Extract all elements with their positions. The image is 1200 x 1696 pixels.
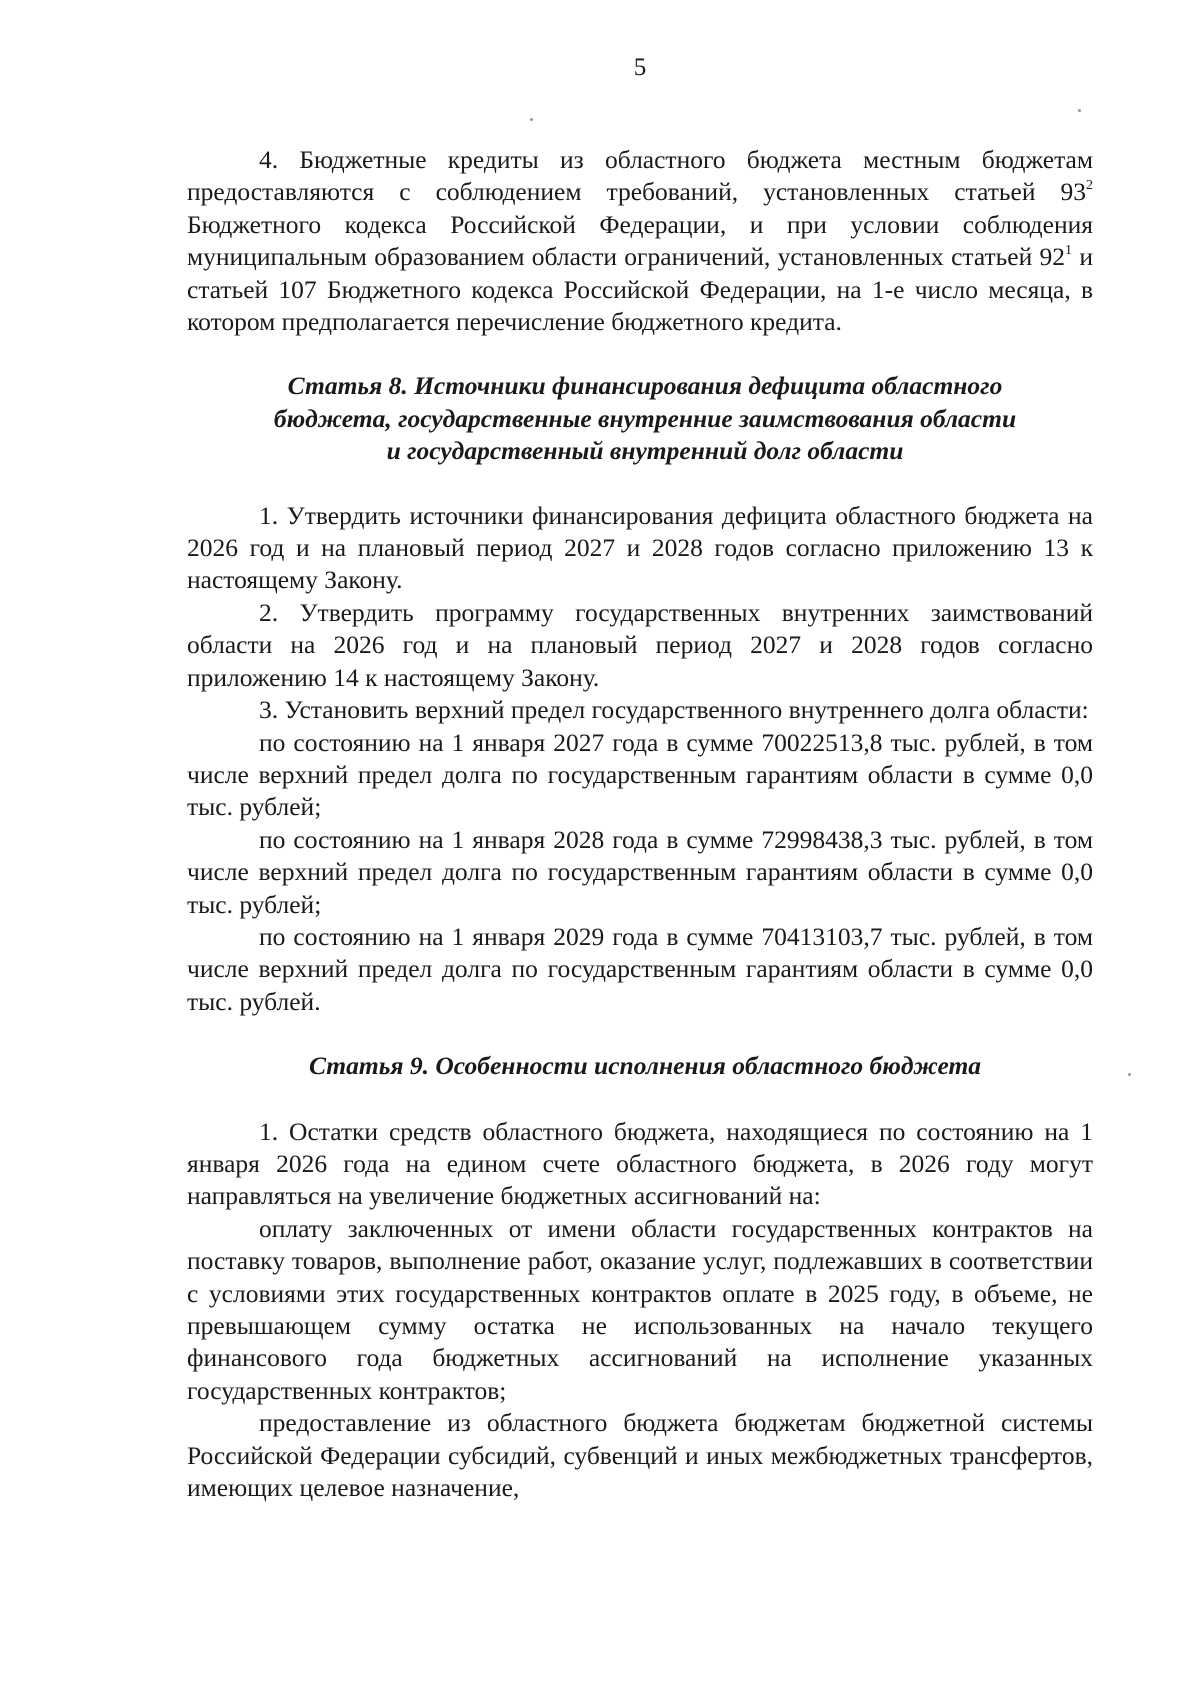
article9-subparagraph-transfers: предоставление из областного бюджета бюджетам бюджетной системы Российской Федерации субсидий, субвенций и иных межбюджетных трансфертов, имеющих целевое назначение, [187, 1408, 1093, 1503]
article9-heading: Статья 9. Особенности исполнения областного бюджета [308, 1051, 982, 1081]
article9-subparagraph-contracts: оплату заключенных от имени области государственных контрактов на поставку товаров, выполнение работ, оказание услуг, подлежавших в соответствии с условиями этих государственных контрактов оплате в 2025 году, в объеме, не превышающем сумму остатка не использованных на начало текущего финансового года бюджетных ассигнований на исполнение указанных государственных контрактов; [187, 1213, 1093, 1405]
article8-paragraph-1: 1. Утвердить источники финансирования дефицита областного бюджета на 2026 год и на плановый период 2027 и 2028 годов согласно приложению 13 к настоящему Закону. [187, 500, 1093, 595]
scan-speck [530, 118, 533, 121]
paragraph-text: и статьей 107 Бюджетного кодекса Российской Федерации, на 1-е число месяца, в котором предполагается перечисление бюджетного кредита. [187, 242, 1093, 337]
scan-speck [1128, 1073, 1131, 1076]
scan-speck [1078, 109, 1081, 112]
page-number: 5 [633, 54, 647, 81]
superscript: 2 [1086, 178, 1093, 194]
paragraph-text: Бюджетного кодекса Российской Федерации, и при условии соблюдения муниципальным образованием области ограничений, установленных статьей 92 [187, 209, 1093, 272]
article7-paragraph-4 [187, 144, 1093, 338]
heading-line: и государственный внутренний долг области [386, 436, 904, 466]
article8-paragraph-3: 3. Установить верхний предел государственного внутреннего долга области: [259, 695, 1089, 725]
article9-paragraph-1: 1. Остатки средств областного бюджета, находящиеся по состоянию на 1 января 2026 года на едином счете областного бюджета, в 2026 году могут направляться на увеличение бюджетных ассигнований на: [187, 1116, 1093, 1211]
paragraph-text: 4. Бюджетные кредиты из областного бюджета местным бюджетам предоставляются с соблюдением требований, установленных статьей 93 [187, 145, 1093, 207]
document-body [187, 144, 1093, 1504]
article8-paragraph-2: 2. Утвердить программу государственных внутренних заимствований области на 2026 год и на плановый период 2027 и 2028 годов согласно приложению 14 к настоящему Закону. [187, 597, 1093, 692]
debt-limit-2028: по состоянию на 1 января 2028 года в сумме 72998438,3 тыс. рублей, в том числе верхний предел долга по государственным гарантиям области в сумме 0,0 тыс. рублей; [187, 824, 1093, 919]
heading-line: бюджета, государственные внутренние заимствования области [273, 403, 1017, 433]
debt-limit-2029: по состоянию на 1 января 2029 года в сумме 70413103,7 тыс. рублей, в том числе верхний предел долга по государственным гарантиям области в сумме 0,0 тыс. рублей. [187, 921, 1093, 1016]
superscript: 1 [1065, 243, 1073, 259]
heading-line: Статья 8. Источники финансирования дефицита областного [287, 371, 1003, 401]
article8-heading [187, 370, 1093, 467]
debt-limit-2027: по состоянию на 1 января 2027 года в сумме 70022513,8 тыс. рублей, в том числе верхний предел долга по государственным гарантиям области в сумме 0,0 тыс. рублей; [187, 727, 1093, 822]
